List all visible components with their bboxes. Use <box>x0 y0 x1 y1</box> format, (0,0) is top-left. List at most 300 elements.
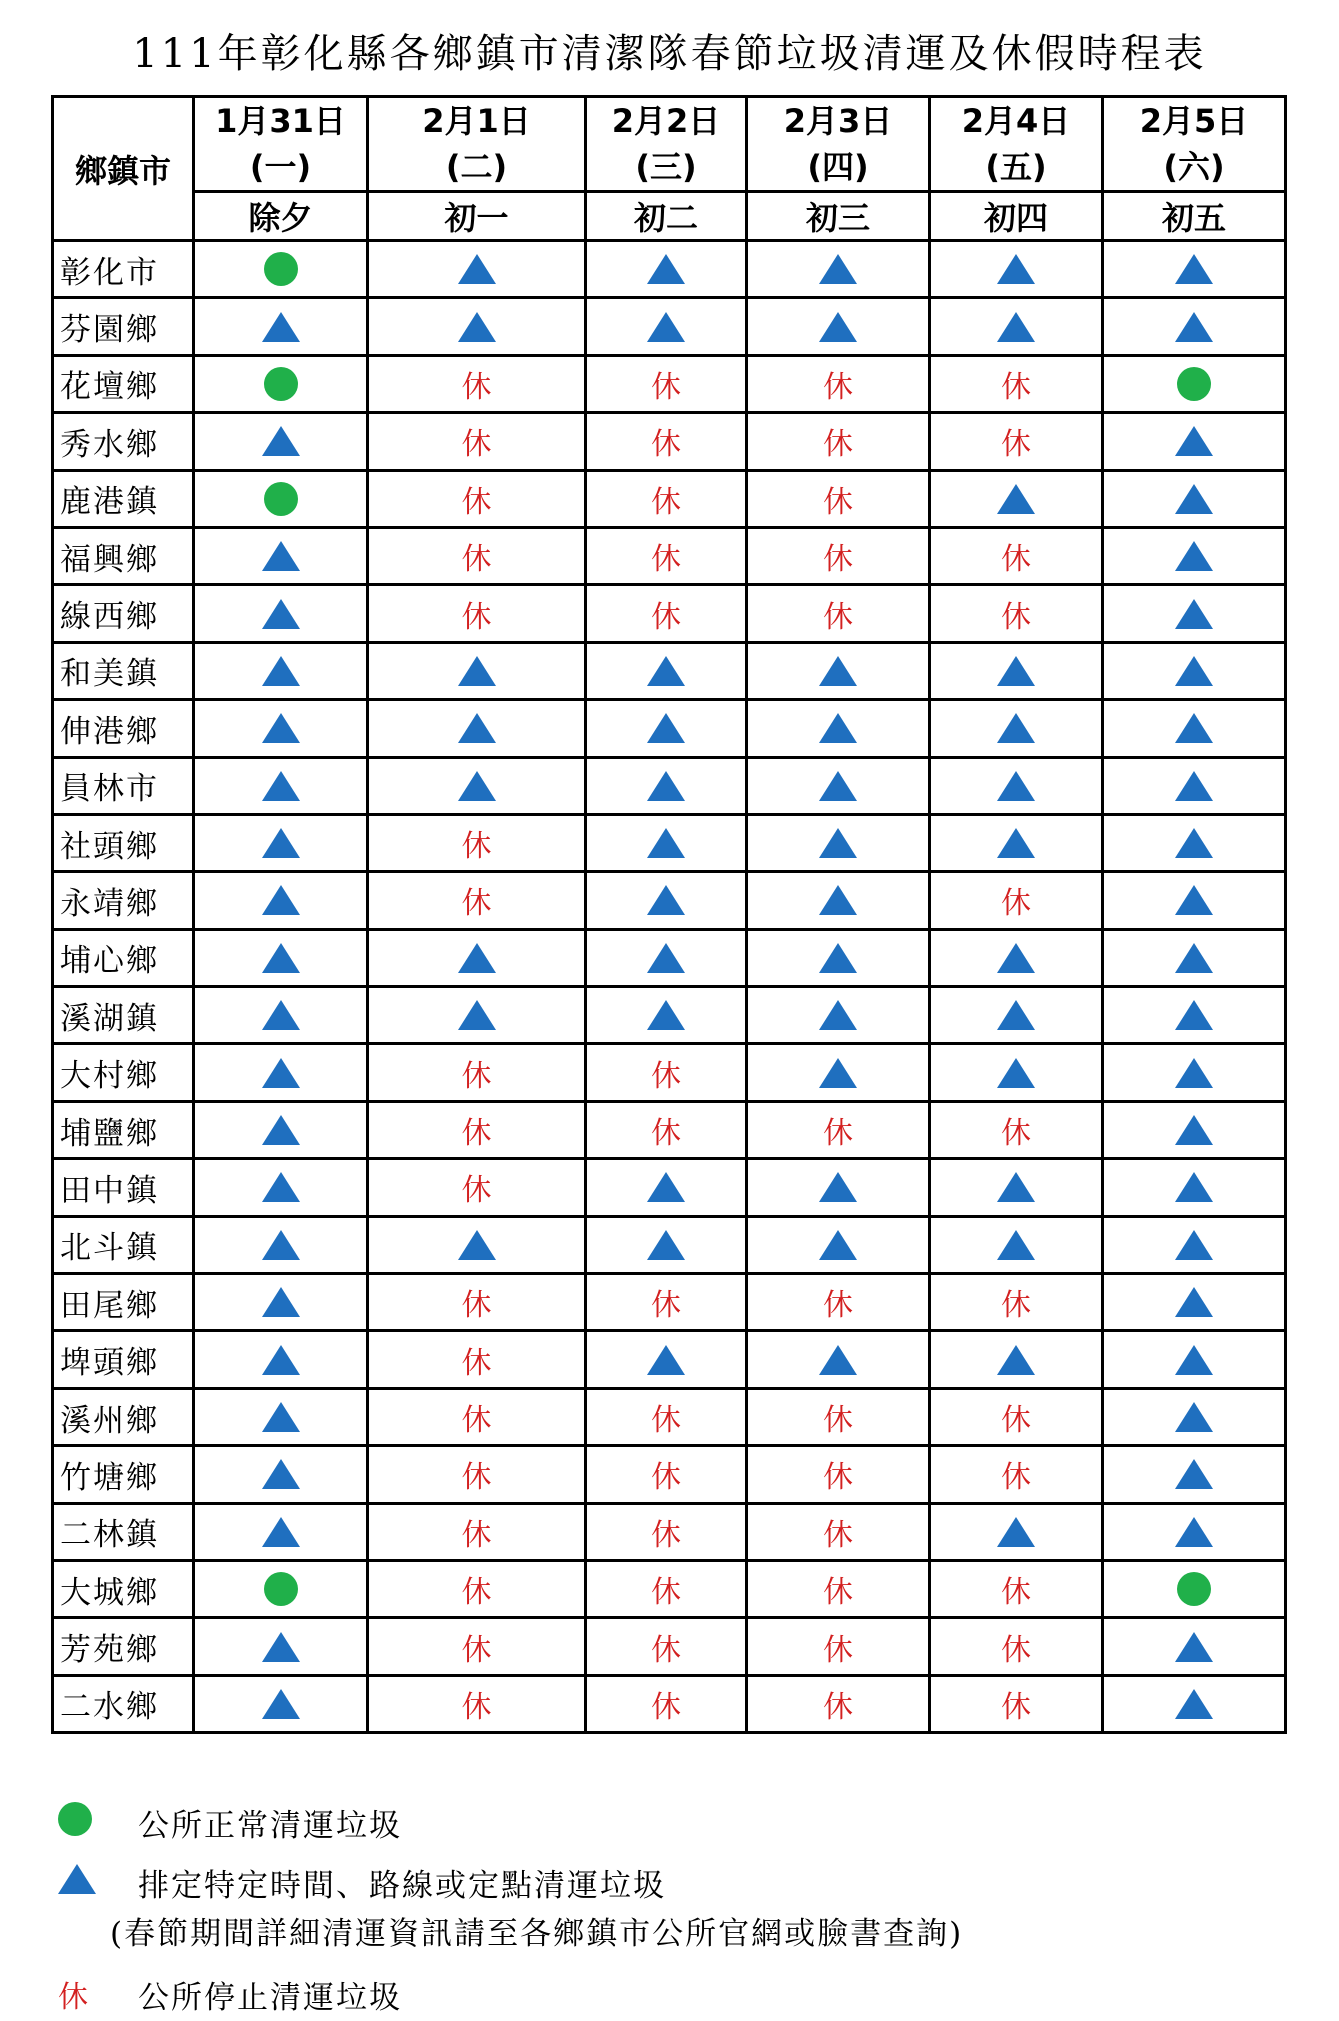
legend-rest <box>58 1972 858 2016</box>
status-cell <box>368 1159 586 1216</box>
table-row <box>53 1618 1286 1675</box>
status-cell <box>194 1446 368 1503</box>
blue-triangle-icon <box>458 771 496 801</box>
green-circle-icon <box>264 367 298 401</box>
status-cell <box>930 298 1103 355</box>
status-cell <box>586 642 747 699</box>
status-cell <box>194 929 368 986</box>
status-cell <box>747 413 930 470</box>
rest-mark: 休 <box>461 1173 492 1209</box>
legend-normal <box>58 1800 858 1844</box>
status-cell <box>194 241 368 298</box>
status-cell <box>1103 1560 1286 1617</box>
blue-triangle-icon <box>262 541 300 571</box>
green-circle-icon <box>1177 1572 1211 1606</box>
rest-mark: 休 <box>651 1288 681 1324</box>
status-cell <box>368 1216 586 1273</box>
status-cell <box>368 298 586 355</box>
status-cell <box>194 1618 368 1675</box>
status-cell <box>1103 814 1286 871</box>
status-cell <box>930 1101 1103 1158</box>
status-cell <box>586 872 747 929</box>
rest-mark: 休 <box>1001 599 1031 635</box>
blue-triangle-icon <box>997 1000 1035 1030</box>
status-cell <box>194 355 368 412</box>
blue-triangle-icon <box>1175 1172 1213 1202</box>
status-cell <box>194 1159 368 1216</box>
status-cell <box>747 1274 930 1331</box>
town-name: 田尾鄉 <box>53 1274 194 1331</box>
blue-triangle-icon <box>1175 541 1213 571</box>
table-row <box>53 413 1286 470</box>
schedule-table <box>51 95 1287 1734</box>
blue-triangle-icon <box>997 1058 1035 1088</box>
status-cell <box>1103 355 1286 412</box>
rest-mark: 休 <box>651 427 681 463</box>
rest-mark: 休 <box>1001 1575 1031 1611</box>
status-cell <box>368 527 586 584</box>
table-row <box>53 1216 1286 1273</box>
blue-triangle-icon <box>1175 1689 1213 1719</box>
blue-triangle-icon <box>262 1000 300 1030</box>
blue-triangle-icon <box>1175 484 1213 514</box>
rest-mark: 休 <box>823 1517 853 1553</box>
status-cell <box>368 241 586 298</box>
rest-mark: 休 <box>461 1460 492 1496</box>
town-name: 芬園鄉 <box>53 298 194 355</box>
status-cell <box>586 241 747 298</box>
rest-mark: 休 <box>651 1116 681 1152</box>
status-cell <box>747 1675 930 1732</box>
rest-mark: 休 <box>1001 1460 1031 1496</box>
schedule-body <box>53 241 1286 1733</box>
status-cell <box>747 700 930 757</box>
rest-mark: 休 <box>461 427 492 463</box>
blue-triangle-icon <box>1175 713 1213 743</box>
blue-triangle-icon <box>997 312 1035 342</box>
blue-triangle-icon <box>647 1172 685 1202</box>
status-cell <box>194 1044 368 1101</box>
blue-triangle-icon <box>997 1517 1035 1547</box>
table-row <box>53 700 1286 757</box>
blue-triangle-icon <box>819 254 857 284</box>
lunar-day-header: 初五 <box>1103 192 1286 241</box>
town-name: 花壇鄉 <box>53 355 194 412</box>
date-header: 2月1日 (二) <box>368 97 586 192</box>
status-cell <box>586 1274 747 1331</box>
green-circle-icon <box>264 482 298 516</box>
status-cell <box>194 814 368 871</box>
blue-triangle-icon <box>458 312 496 342</box>
blue-triangle-icon <box>819 943 857 973</box>
status-cell <box>368 355 586 412</box>
rest-symbol: 休 <box>58 1980 90 2015</box>
status-cell <box>1103 1159 1286 1216</box>
blue-triangle-icon <box>647 254 685 284</box>
blue-triangle-icon <box>997 1345 1035 1375</box>
status-cell <box>586 1618 747 1675</box>
status-cell <box>368 1560 586 1617</box>
blue-triangle-icon <box>997 713 1035 743</box>
status-cell <box>747 1159 930 1216</box>
legend-scheduled-note <box>110 1908 1310 1952</box>
blue-triangle-icon <box>647 771 685 801</box>
rest-mark: 休 <box>461 1632 492 1668</box>
status-cell <box>1103 1101 1286 1158</box>
status-cell <box>1103 987 1286 1044</box>
status-cell <box>368 1274 586 1331</box>
status-cell <box>930 1331 1103 1388</box>
status-cell <box>930 700 1103 757</box>
status-cell <box>586 1388 747 1445</box>
blue-triangle-icon <box>647 1000 685 1030</box>
rest-mark: 休 <box>461 599 492 635</box>
blue-triangle-icon <box>819 1058 857 1088</box>
status-cell <box>586 298 747 355</box>
blue-triangle-icon <box>819 1230 857 1260</box>
town-name: 北斗鎮 <box>53 1216 194 1273</box>
rest-mark: 休 <box>461 1517 492 1553</box>
status-cell <box>194 527 368 584</box>
status-cell <box>368 814 586 871</box>
status-cell <box>586 413 747 470</box>
rest-mark: 休 <box>461 1116 492 1152</box>
town-name: 社頭鄉 <box>53 814 194 871</box>
status-cell <box>586 527 747 584</box>
status-cell <box>586 1044 747 1101</box>
status-cell <box>1103 642 1286 699</box>
status-cell <box>368 700 586 757</box>
rest-mark: 休 <box>823 1403 853 1438</box>
blue-triangle-icon <box>1175 1000 1213 1030</box>
rest-mark: 休 <box>651 484 681 520</box>
status-cell <box>368 1044 586 1101</box>
blue-triangle-icon <box>1175 599 1213 629</box>
legend-scheduled-text: 排定特定時間、路線或定點清運垃圾 <box>138 1868 666 1904</box>
town-name: 溪州鄉 <box>53 1388 194 1445</box>
blue-triangle-icon <box>458 254 496 284</box>
table-row <box>53 585 1286 642</box>
status-cell <box>930 1216 1103 1273</box>
status-cell <box>1103 1388 1286 1445</box>
rest-mark: 休 <box>651 1575 681 1611</box>
blue-triangle-icon <box>458 1000 496 1030</box>
blue-triangle-icon <box>262 885 300 915</box>
status-cell <box>930 814 1103 871</box>
status-cell <box>586 929 747 986</box>
status-cell <box>930 872 1103 929</box>
table-row <box>53 814 1286 871</box>
status-cell <box>586 987 747 1044</box>
status-cell <box>586 1331 747 1388</box>
status-cell <box>1103 1618 1286 1675</box>
blue-triangle-icon <box>262 1689 300 1719</box>
rest-mark: 休 <box>651 542 681 578</box>
town-name: 鹿港鎮 <box>53 470 194 527</box>
status-cell <box>1103 527 1286 584</box>
blue-triangle-icon <box>1175 828 1213 858</box>
blue-triangle-icon <box>819 885 857 915</box>
status-cell <box>586 1159 747 1216</box>
status-cell <box>368 1675 586 1732</box>
blue-triangle-icon <box>1175 1459 1213 1489</box>
blue-triangle-icon <box>819 771 857 801</box>
status-cell <box>368 929 586 986</box>
status-cell <box>368 757 586 814</box>
status-cell <box>194 757 368 814</box>
status-cell <box>194 585 368 642</box>
status-cell <box>747 1101 930 1158</box>
blue-triangle-icon <box>458 943 496 973</box>
blue-triangle-icon <box>647 943 685 973</box>
blue-triangle-icon <box>458 1230 496 1260</box>
status-cell <box>1103 1216 1286 1273</box>
status-cell <box>194 872 368 929</box>
town-name: 溪湖鎮 <box>53 987 194 1044</box>
status-cell <box>930 1274 1103 1331</box>
status-cell <box>1103 413 1286 470</box>
status-cell <box>1103 241 1286 298</box>
rest-mark: 休 <box>651 1058 681 1094</box>
town-name: 埤頭鄉 <box>53 1331 194 1388</box>
status-cell <box>194 987 368 1044</box>
blue-triangle-icon <box>997 828 1035 858</box>
blue-triangle-icon <box>458 656 496 686</box>
rest-mark: 休 <box>461 1575 492 1611</box>
status-cell <box>1103 872 1286 929</box>
blue-triangle-icon <box>1175 1115 1213 1145</box>
status-cell <box>586 585 747 642</box>
status-cell <box>368 470 586 527</box>
date-header: 2月3日 (四) <box>747 97 930 192</box>
status-cell <box>368 585 586 642</box>
town-name: 二林鎮 <box>53 1503 194 1560</box>
blue-triangle-icon <box>819 1345 857 1375</box>
rest-mark: 休 <box>461 1288 492 1324</box>
rest-mark: 休 <box>651 1689 681 1725</box>
town-name: 芳苑鄉 <box>53 1618 194 1675</box>
status-cell <box>1103 1675 1286 1732</box>
blue-triangle-icon <box>262 943 300 973</box>
town-name: 田中鎮 <box>53 1159 194 1216</box>
table-row <box>53 757 1286 814</box>
town-name: 福興鄉 <box>53 527 194 584</box>
blue-triangle-icon <box>1175 426 1213 456</box>
rest-mark: 休 <box>823 1689 853 1725</box>
status-cell <box>747 1331 930 1388</box>
status-cell <box>194 1274 368 1331</box>
table-row <box>53 642 1286 699</box>
status-cell <box>930 1675 1103 1732</box>
status-cell <box>930 527 1103 584</box>
blue-triangle-icon <box>647 312 685 342</box>
blue-triangle-icon <box>1175 943 1213 973</box>
rest-mark: 休 <box>651 369 681 405</box>
status-cell <box>930 470 1103 527</box>
status-cell <box>368 413 586 470</box>
table-row <box>53 1675 1286 1732</box>
town-name: 大村鄉 <box>53 1044 194 1101</box>
lunar-day-header: 初二 <box>586 192 747 241</box>
town-name: 和美鎮 <box>53 642 194 699</box>
status-cell <box>747 1503 930 1560</box>
status-cell <box>368 1446 586 1503</box>
blue-triangle-icon <box>262 1230 300 1260</box>
table-row <box>53 298 1286 355</box>
status-cell <box>586 757 747 814</box>
table-row <box>53 1274 1286 1331</box>
status-cell <box>1103 470 1286 527</box>
blue-triangle-icon <box>997 1172 1035 1202</box>
green-circle-icon <box>264 1572 298 1606</box>
blue-triangle-icon <box>1175 1632 1213 1662</box>
status-cell <box>747 1560 930 1617</box>
rest-mark: 休 <box>1001 542 1031 578</box>
rest-mark: 休 <box>823 369 853 405</box>
rest-mark: 休 <box>823 1460 853 1496</box>
rest-mark: 休 <box>823 1632 853 1668</box>
town-name: 埔鹽鄉 <box>53 1101 194 1158</box>
status-cell <box>930 355 1103 412</box>
status-cell <box>1103 585 1286 642</box>
status-cell <box>747 585 930 642</box>
blue-triangle-icon <box>262 1115 300 1145</box>
status-cell <box>930 1044 1103 1101</box>
town-name: 二水鄉 <box>53 1675 194 1732</box>
status-cell <box>747 241 930 298</box>
table-row <box>53 1331 1286 1388</box>
table-row <box>53 1044 1286 1101</box>
table-row <box>53 929 1286 986</box>
status-cell <box>368 1388 586 1445</box>
page-title: 111年彰化縣各鄉鎮市清潔隊春節垃圾清運及休假時程表 <box>132 31 1207 77</box>
table-row <box>53 987 1286 1044</box>
rest-mark: 休 <box>823 1575 853 1611</box>
status-cell <box>930 1159 1103 1216</box>
blue-triangle-icon <box>819 656 857 686</box>
status-cell <box>930 1388 1103 1445</box>
blue-triangle-icon <box>819 713 857 743</box>
blue-triangle-icon <box>262 1517 300 1547</box>
status-cell <box>194 1101 368 1158</box>
table-row <box>53 1503 1286 1560</box>
status-cell <box>747 872 930 929</box>
town-name: 彰化市 <box>53 241 194 298</box>
blue-triangle-icon <box>647 656 685 686</box>
blue-triangle-icon <box>1175 1402 1213 1432</box>
rest-mark: 休 <box>461 484 492 520</box>
status-cell <box>368 1101 586 1158</box>
status-cell <box>747 987 930 1044</box>
status-cell <box>586 1101 747 1158</box>
blue-triangle-icon <box>262 828 300 858</box>
blue-triangle-icon <box>819 828 857 858</box>
status-cell <box>1103 757 1286 814</box>
legend-scheduled <box>58 1860 1258 1904</box>
blue-triangle-icon <box>1175 254 1213 284</box>
blue-triangle-icon <box>1175 1058 1213 1088</box>
rest-mark: 休 <box>461 829 492 865</box>
rest-mark: 休 <box>651 599 681 635</box>
status-cell <box>747 1044 930 1101</box>
blue-triangle-icon <box>647 885 685 915</box>
town-column-header: 鄉鎮市 <box>53 97 194 241</box>
status-cell <box>747 814 930 871</box>
table-row <box>53 1159 1286 1216</box>
status-cell <box>747 527 930 584</box>
status-cell <box>747 1618 930 1675</box>
rest-mark: 休 <box>1001 1403 1031 1438</box>
status-cell <box>368 987 586 1044</box>
status-cell <box>586 814 747 871</box>
blue-triangle-icon <box>1175 1517 1213 1547</box>
table-row <box>53 355 1286 412</box>
table-row <box>53 470 1286 527</box>
rest-mark: 休 <box>461 1345 492 1381</box>
blue-triangle-icon <box>58 1864 96 1894</box>
blue-triangle-icon <box>262 312 300 342</box>
blue-triangle-icon <box>262 1459 300 1489</box>
status-cell <box>586 700 747 757</box>
status-cell <box>586 1446 747 1503</box>
blue-triangle-icon <box>262 426 300 456</box>
rest-mark: 休 <box>823 1116 853 1152</box>
blue-triangle-icon <box>647 1230 685 1260</box>
status-cell <box>930 1503 1103 1560</box>
status-cell <box>194 642 368 699</box>
rest-mark: 休 <box>461 542 492 578</box>
status-cell <box>1103 1331 1286 1388</box>
rest-mark: 休 <box>1001 427 1031 463</box>
table-row <box>53 1388 1286 1445</box>
date-header: 2月5日 (六) <box>1103 97 1286 192</box>
status-cell <box>1103 1274 1286 1331</box>
date-header: 2月2日 (三) <box>586 97 747 192</box>
date-header: 2月4日 (五) <box>930 97 1103 192</box>
table-row <box>53 1446 1286 1503</box>
rest-mark: 休 <box>651 1460 681 1496</box>
status-cell <box>1103 1503 1286 1560</box>
town-name: 永靖鄉 <box>53 872 194 929</box>
blue-triangle-icon <box>262 656 300 686</box>
blue-triangle-icon <box>1175 1287 1213 1317</box>
rest-mark: 休 <box>461 1689 492 1725</box>
rest-mark: 休 <box>823 484 853 520</box>
rest-mark: 休 <box>461 886 492 922</box>
rest-mark: 休 <box>823 427 853 463</box>
status-cell <box>194 470 368 527</box>
rest-mark: 休 <box>461 1058 492 1094</box>
blue-triangle-icon <box>458 713 496 743</box>
status-cell <box>368 642 586 699</box>
blue-triangle-icon <box>647 828 685 858</box>
status-cell <box>930 987 1103 1044</box>
rest-mark: 休 <box>1001 1116 1031 1152</box>
rest-mark: 休 <box>823 1288 853 1324</box>
blue-triangle-icon <box>262 1402 300 1432</box>
blue-triangle-icon <box>647 713 685 743</box>
status-cell <box>747 1216 930 1273</box>
rest-mark: 休 <box>1001 1689 1031 1725</box>
rest-mark: 休 <box>1001 1288 1031 1324</box>
status-cell <box>368 1618 586 1675</box>
rest-mark: 休 <box>1001 886 1031 922</box>
status-cell <box>586 1216 747 1273</box>
lunar-day-header: 初四 <box>930 192 1103 241</box>
status-cell <box>194 1388 368 1445</box>
blue-triangle-icon <box>262 599 300 629</box>
legend-rest-text: 公所停止清運垃圾 <box>138 1980 402 2016</box>
